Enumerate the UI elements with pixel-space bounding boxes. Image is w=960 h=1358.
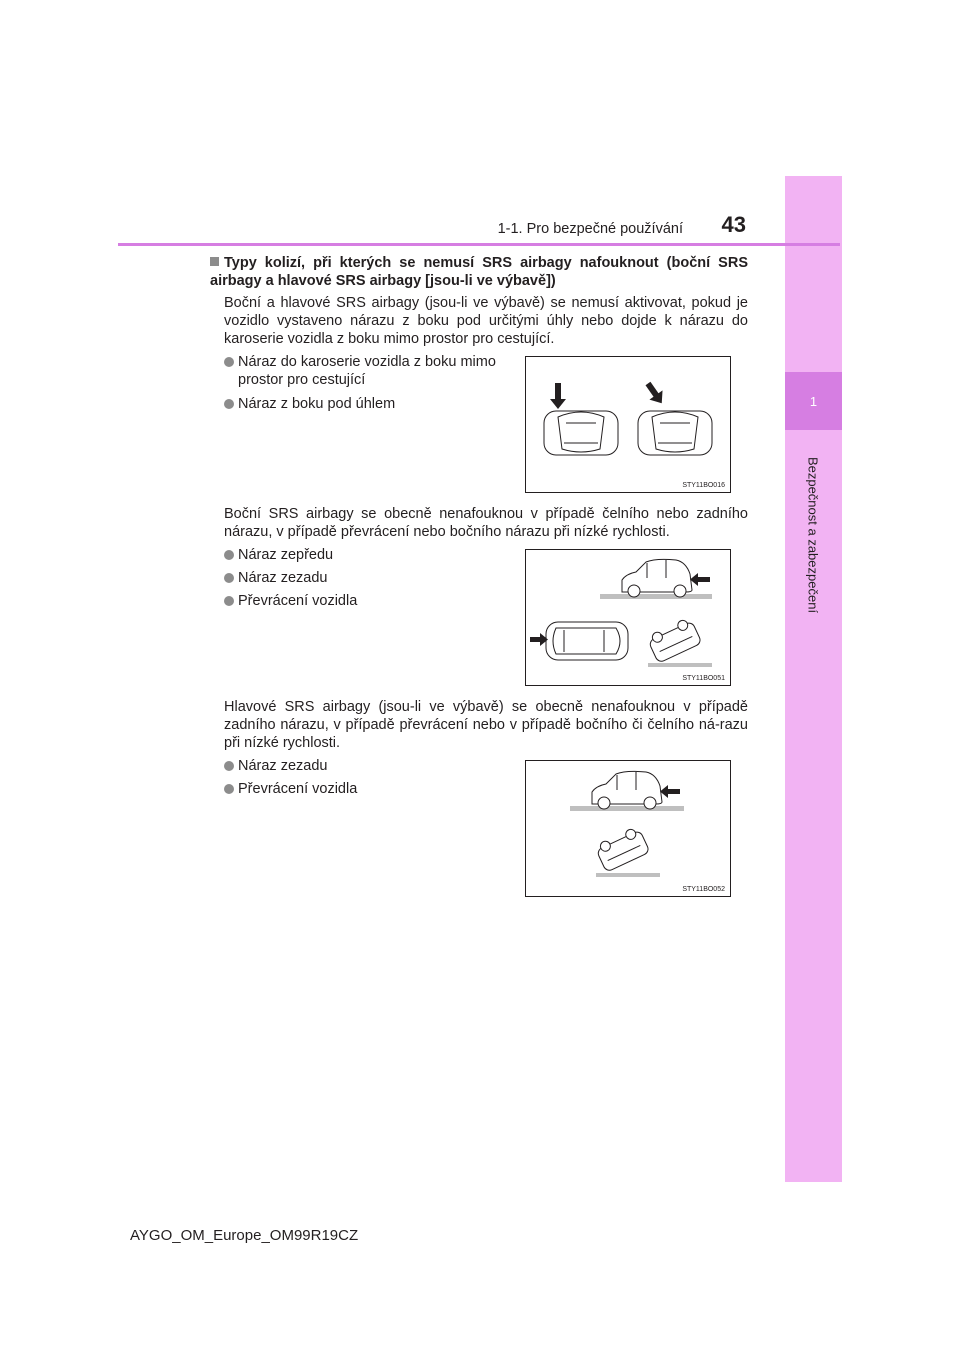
chapter-title: Bezpečnost a zabezpečení bbox=[805, 456, 821, 614]
figure-code: STY11BO016 bbox=[682, 482, 725, 489]
impact-arrow-icon bbox=[660, 785, 680, 798]
ground-strip bbox=[600, 594, 712, 599]
car-top-view-icon bbox=[638, 411, 712, 455]
impact-arrow-icon bbox=[690, 573, 710, 586]
car-top-view-icon bbox=[546, 622, 628, 660]
list-item: Náraz zepředu bbox=[224, 546, 524, 564]
side-impact-illustration bbox=[526, 357, 730, 492]
impact-arrow-icon bbox=[641, 379, 668, 408]
ground-strip bbox=[648, 663, 712, 667]
rear-rollover-illustration bbox=[526, 761, 730, 896]
front-rear-rollover-illustration bbox=[526, 550, 730, 685]
figure-front-rear-rollover bbox=[525, 549, 731, 686]
list-item: Náraz z boku pod úhlem bbox=[224, 395, 524, 413]
list-item: Náraz zezadu bbox=[224, 757, 524, 775]
circle-icon bbox=[224, 573, 234, 583]
paragraph-2: Boční SRS airbagy se obecně nenafouknou v případě čelního nebo zadního nárazu, v případě převrácení nebo bočního nárazu při nízké rychlosti. bbox=[224, 506, 748, 540]
section-title: 1-1. Pro bezpečné používání bbox=[497, 221, 683, 237]
ground-strip bbox=[570, 806, 684, 811]
figure-side-impact bbox=[525, 356, 731, 493]
car-rollover-icon bbox=[646, 617, 702, 664]
figure-code: STY11BO052 bbox=[682, 886, 725, 893]
car-top-view-icon bbox=[544, 411, 618, 455]
list-item: Převrácení vozidla bbox=[224, 592, 524, 610]
header-rule bbox=[118, 243, 840, 246]
car-side-view-icon bbox=[622, 559, 692, 597]
paragraph-1: Boční a hlavové SRS airbagy (jsou-li ve výbavě) se nemusí aktivovat, pokud je vozidlo vystaveno nárazu z boku pod určitými úhly nebo dojde k nárazu do karoserie vozidla z boku mimo prostor pro cestující. bbox=[224, 295, 748, 347]
impact-arrow-icon bbox=[550, 383, 566, 409]
chapter-number: 1 bbox=[785, 372, 842, 430]
list-item: Náraz zezadu bbox=[224, 569, 524, 587]
impact-arrow-icon bbox=[530, 633, 548, 646]
chapter-side-tab bbox=[785, 176, 842, 1182]
circle-icon bbox=[224, 761, 234, 771]
circle-icon bbox=[224, 550, 234, 560]
list-item: Náraz do karoserie vozidla z boku mimo prostor pro cestující bbox=[224, 353, 518, 389]
circle-icon bbox=[224, 357, 234, 367]
figure-rear-rollover bbox=[525, 760, 731, 897]
page-number: 43 bbox=[721, 212, 746, 237]
heading-text: Typy kolizí, při kterých se nemusí SRS airbagy nafouknout (boční SRS airbagy a hlavové SRS airbagy [jsou-li ve výbavě]) bbox=[210, 255, 748, 289]
paragraph-3: Hlavové SRS airbagy (jsou-li ve výbavě) se obecně nenafouknou v případě zadního nárazu, v případě převrácení nebo v případě bočního či čelního ná-razu při nízké rychlosti. bbox=[224, 699, 748, 751]
circle-icon bbox=[224, 596, 234, 606]
document-code: AYGO_OM_Europe_OM99R19CZ bbox=[130, 1227, 359, 1244]
car-side-view-icon bbox=[592, 771, 662, 809]
square-icon bbox=[210, 257, 219, 266]
circle-icon bbox=[224, 399, 234, 409]
circle-icon bbox=[224, 784, 234, 794]
car-rollover-icon bbox=[594, 826, 650, 873]
list-item: Převrácení vozidla bbox=[224, 780, 524, 798]
ground-strip bbox=[596, 873, 660, 877]
figure-code: STY11BO051 bbox=[682, 675, 725, 682]
section-heading bbox=[210, 254, 748, 290]
